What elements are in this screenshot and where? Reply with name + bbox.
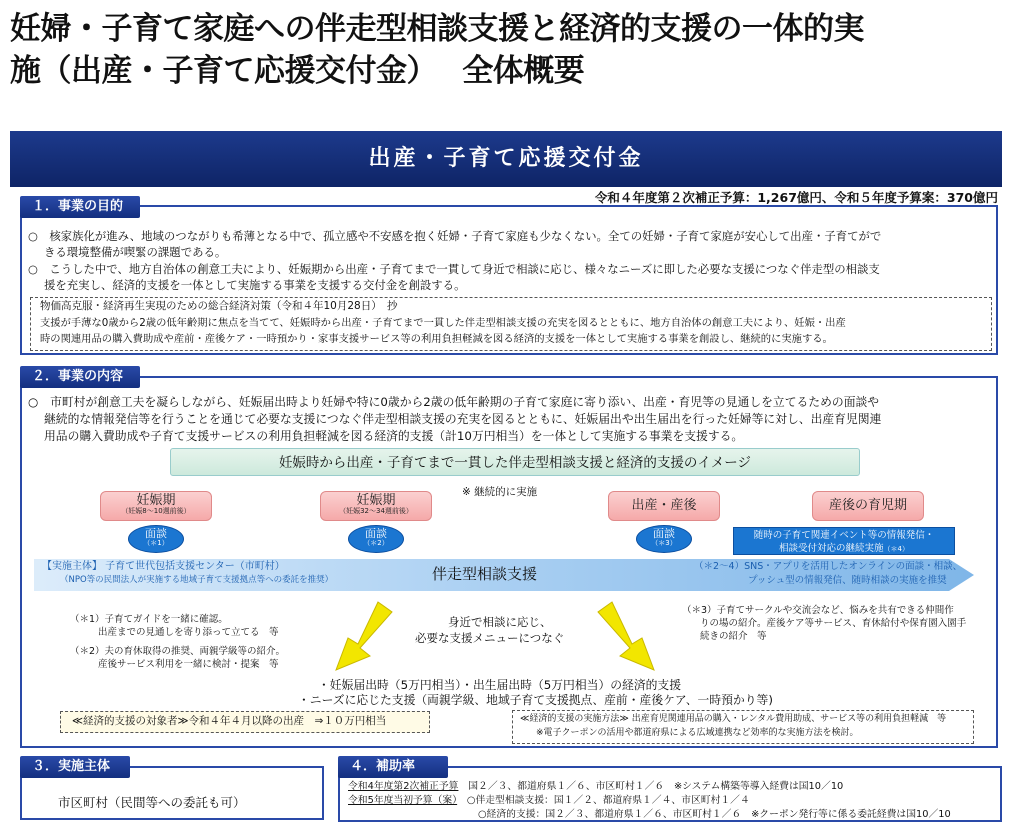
sec1-p2b: 援を充実し、経済的支援を一体として実施する事業を支援する交付金を創設する。: [44, 278, 466, 292]
stage1-label: 妊娠期: [136, 493, 176, 508]
impl-line1: 【実施主体】 子育て世代包括支援センター（市町村）: [42, 561, 285, 572]
interview-3: [636, 525, 692, 553]
rate-row1-text: 国２／３、都道府県１／６、市区町村１／６ ※システム構築等導入経費は国10／10: [468, 781, 844, 792]
page-title: [10, 8, 1014, 92]
section1-label: １．事業の目的: [20, 196, 140, 218]
note1a: （＊1）子育てガイドを一緒に確認。: [70, 614, 228, 625]
stage-pregnancy-early: [100, 491, 212, 521]
sec2-p3: 用品の購入費助成や子育て支援サービスの利用負担軽減を図る経済的支援（計10万円相当）を一体として実施する事業を支援する。: [44, 429, 744, 443]
rate-row2: [348, 794, 750, 807]
note3b: りの場の紹介。産後ケア等サービス、育休給付や保育園入園手: [700, 618, 967, 629]
page-title-line2: 施（出産・子育て応援交付金） 全体概要: [10, 53, 585, 89]
method-line2: ※電子クーポンの活用や都道府県による広域連携など効率的な実施方法を検討。: [536, 728, 859, 738]
interview-1-note: （＊1）: [143, 538, 169, 547]
policy-title: 物価高克服・経済再生実現のための総合経済対策（令和４年10月28日） 抄: [40, 300, 398, 312]
note2a: （＊2）夫の育休取得の推奨、両親学級等の紹介。: [70, 646, 286, 657]
interview-3-label: 面談: [653, 527, 675, 540]
sec1-p1a: ○ 核家族化が進み、地域のつながりも希薄となる中で、孤立感や不安感を抱く妊婦・子育て家庭も少なくない。全ての妊婦・子育て家庭が安心して出産・子育てがで: [28, 229, 882, 243]
policy-line2: 時の関連用品の購入費助成や産前・産後ケア・一時預かり・家事支援サービス等の利用負担軽減を図る経済的支援を一体として実施する事業を創設し、継続的に実施する。: [40, 333, 833, 345]
sec1-p1b: きる環境整備が喫緊の課題である。: [44, 245, 227, 259]
info-line2: 相談受付対応の継続実施: [779, 543, 884, 554]
center-text1: 身近で相談に応じ、: [448, 615, 552, 629]
rate-row1: [348, 780, 843, 793]
impl-line2: （NPO等の民間法人が実施する地域子育て支援拠点等への委託を推奨）: [60, 575, 334, 585]
interview-2-label: 面談: [365, 527, 387, 540]
section3-label: ３．実施主体: [20, 756, 130, 778]
stage-birth: 出産・産後: [608, 491, 720, 521]
interview-1-label: 面談: [145, 527, 167, 540]
section2-label: ２．事業の内容: [20, 366, 140, 388]
image-title-bar: [170, 448, 860, 476]
info-line1: 随時の子育て関連イベント等の情報発信・: [753, 530, 935, 541]
arrow-main-label: 伴走型相談支援: [432, 565, 538, 583]
section3-body: 市区町村（民間等への委託も可）: [58, 795, 246, 810]
econ-line2: ・ニーズに応じた支援（両親学級、地域子育て支援拠点、産前・産後ケア、一時預かり等): [298, 693, 773, 707]
sec1-p2a: ○ こうした中で、地方自治体の創意工夫により、妊娠期から出産・子育てまで一貫して身近で相談に応じ、様々なニーズに即した必要な支援につなぐ伴走型の相談支: [28, 262, 880, 276]
section4-label: ４．補助率: [338, 756, 448, 778]
budget-text: 令和４年度第２次補正予算：1,267億円、令和５年度予算案：370億円: [594, 190, 998, 205]
econ-line1: ・妊娠届出時（5万円相当）・出生届出時（5万円相当）の経済的支援: [318, 678, 682, 692]
sns-line1: （＊2～4）SNS・アプリを活用したオンラインの面談・相談、: [694, 561, 963, 572]
sec2-p1: ○ 市町村が創意工夫を凝らしながら、妊娠届出時より妊婦や特に0歳から2歳の低年齢期の子育て家庭に寄り添い、出産・育児等の見通しを立てるための面談や: [28, 395, 880, 409]
note1b: 出産までの見通しを寄り添って立てる 等: [98, 627, 279, 638]
note2b: 産後サービス利用を一緒に検討・提案 等: [98, 659, 279, 670]
interview-2: [348, 525, 404, 553]
interview-1: [128, 525, 184, 553]
note3a: （＊3）子育てサークルや交流会など、悩みを共有できる仲間作: [682, 605, 954, 616]
info-note: （＊4）: [883, 545, 909, 553]
rate-row1-label: 令和4年度第2次補正予算: [348, 781, 459, 792]
page-title-line1: 妊婦・子育て家庭への伴走型相談支援と経済的支援の一体的実: [10, 11, 864, 47]
rate-row2-label: 令和5年度当初予算（案）: [348, 795, 458, 806]
image-title: 妊娠時から出産・子育てまで一貫した伴走型相談支援と経済的支援のイメージ: [278, 455, 752, 471]
target-text: ≪経済的支援の対象者≫令和４年４月以降の出産 ⇒１０万円相当: [72, 715, 387, 727]
rate-row2-text: ○伴走型相談支援：国１／２、都道府県１／４、市区町村１／４: [466, 795, 750, 806]
stage1-sub: （妊娠8～10週前後）: [121, 507, 191, 516]
policy-line1: 支援が手薄な0歳から2歳の低年齢期に焦点を当てて、妊娠時から出産・子育てまで一貫した伴走型相談支援の充実を図るとともに、地方自治体の創意工夫により、妊娠・出産: [40, 317, 846, 329]
rate-row3: ○経済的支援：国２／３、都道府県１／６、市区町村１／６ ※クーポン発行等に係る委託経費は国10／10: [478, 809, 951, 820]
banner-title: 出産・子育て応援交付金: [10, 131, 1002, 187]
interview-3-note: （＊3）: [651, 538, 677, 547]
sns-line2: プッシュ型の情報発信、随時相談の実施を推奨: [748, 575, 947, 586]
continuous-note: ※ 継続的に実施: [462, 486, 538, 498]
sec2-p2: 継続的な情報発信等を行うことを通じて必要な支援につなぐ伴走型相談支援の充実を図るとともに、妊娠届出や出生届出を行った妊婦等に対し、出産育児関連: [44, 412, 882, 426]
stage2-label: 妊娠期: [356, 493, 396, 508]
interview-2-note: （＊2）: [363, 538, 389, 547]
stage-childcare: 産後の育児期: [812, 491, 924, 521]
info-box: [733, 527, 955, 555]
center-text2: 必要な支援メニューにつなぐ: [415, 631, 565, 645]
method-line1: ≪経済的支援の実施方法≫ 出産育児関連用品の購入・レンタル費用助成、サービス等の利用負担軽減 等: [520, 714, 947, 724]
stage-pregnancy-late: [320, 491, 432, 521]
note3c: 続きの紹介 等: [700, 631, 767, 642]
stage2-sub: （妊娠32～34週前後）: [339, 507, 413, 516]
